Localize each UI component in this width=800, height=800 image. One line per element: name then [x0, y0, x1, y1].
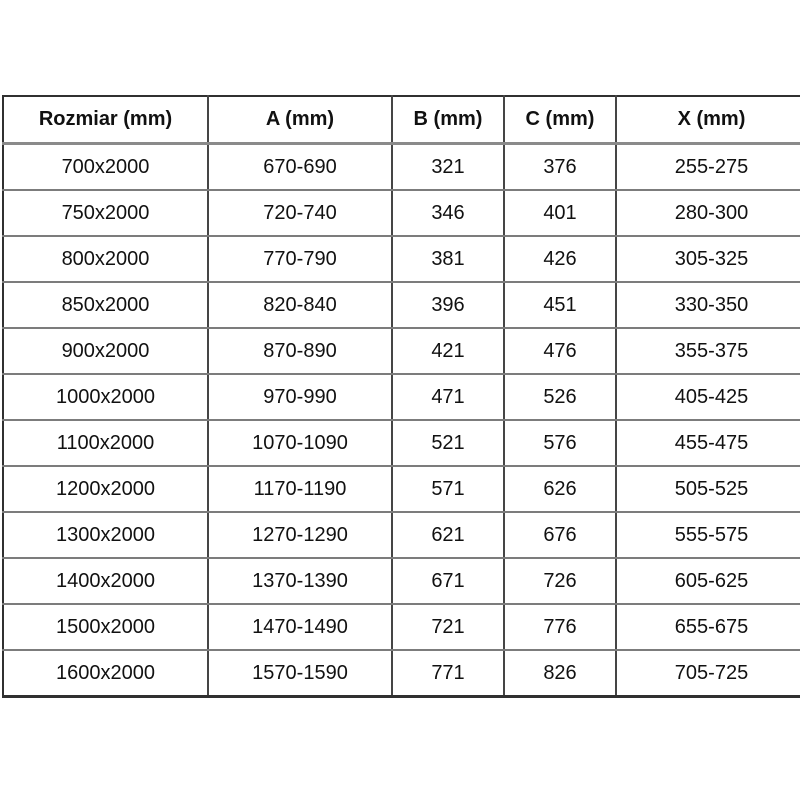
cell-size: 1000x2000 [3, 374, 208, 420]
cell-size: 700x2000 [3, 144, 208, 191]
cell-x: 255-275 [616, 144, 800, 191]
cell-size: 900x2000 [3, 328, 208, 374]
cell-a: 970-990 [208, 374, 392, 420]
cell-b: 471 [392, 374, 504, 420]
size-table [2, 95, 800, 698]
table-row [3, 604, 800, 650]
table-row [3, 466, 800, 512]
cell-c: 626 [504, 466, 616, 512]
size-table-container [2, 95, 800, 698]
cell-a: 1370-1390 [208, 558, 392, 604]
header-cell-a: A (mm) [208, 96, 392, 144]
cell-c: 526 [504, 374, 616, 420]
cell-b: 321 [392, 144, 504, 191]
cell-size: 1400x2000 [3, 558, 208, 604]
cell-b: 571 [392, 466, 504, 512]
table-row [3, 282, 800, 328]
cell-a: 870-890 [208, 328, 392, 374]
cell-c: 376 [504, 144, 616, 191]
table-row [3, 558, 800, 604]
cell-x: 405-425 [616, 374, 800, 420]
cell-c: 676 [504, 512, 616, 558]
cell-a: 720-740 [208, 190, 392, 236]
table-row [3, 190, 800, 236]
cell-x: 305-325 [616, 236, 800, 282]
header-cell-c: C (mm) [504, 96, 616, 144]
cell-x: 555-575 [616, 512, 800, 558]
cell-a: 770-790 [208, 236, 392, 282]
cell-b: 421 [392, 328, 504, 374]
cell-c: 426 [504, 236, 616, 282]
header-cell-x: X (mm) [616, 96, 800, 144]
cell-x: 705-725 [616, 650, 800, 697]
cell-a: 1270-1290 [208, 512, 392, 558]
cell-b: 721 [392, 604, 504, 650]
cell-a: 1470-1490 [208, 604, 392, 650]
cell-c: 726 [504, 558, 616, 604]
table-row [3, 328, 800, 374]
cell-c: 776 [504, 604, 616, 650]
cell-size: 1100x2000 [3, 420, 208, 466]
cell-x: 355-375 [616, 328, 800, 374]
header-row [3, 96, 800, 144]
cell-a: 1170-1190 [208, 466, 392, 512]
cell-c: 576 [504, 420, 616, 466]
cell-b: 771 [392, 650, 504, 697]
cell-size: 1600x2000 [3, 650, 208, 697]
cell-x: 605-625 [616, 558, 800, 604]
cell-c: 476 [504, 328, 616, 374]
cell-b: 671 [392, 558, 504, 604]
cell-size: 800x2000 [3, 236, 208, 282]
cell-x: 505-525 [616, 466, 800, 512]
cell-c: 451 [504, 282, 616, 328]
cell-size: 750x2000 [3, 190, 208, 236]
header-cell-rozmiar: Rozmiar (mm) [3, 96, 208, 144]
cell-a: 1570-1590 [208, 650, 392, 697]
cell-c: 401 [504, 190, 616, 236]
cell-b: 381 [392, 236, 504, 282]
cell-b: 396 [392, 282, 504, 328]
table-row [3, 144, 800, 191]
cell-size: 1300x2000 [3, 512, 208, 558]
cell-x: 655-675 [616, 604, 800, 650]
table-row [3, 512, 800, 558]
cell-x: 280-300 [616, 190, 800, 236]
cell-c: 826 [504, 650, 616, 697]
cell-b: 621 [392, 512, 504, 558]
cell-x: 455-475 [616, 420, 800, 466]
cell-b: 521 [392, 420, 504, 466]
cell-a: 820-840 [208, 282, 392, 328]
cell-size: 1200x2000 [3, 466, 208, 512]
cell-b: 346 [392, 190, 504, 236]
cell-size: 850x2000 [3, 282, 208, 328]
table-row [3, 236, 800, 282]
cell-size: 1500x2000 [3, 604, 208, 650]
header-cell-b: B (mm) [392, 96, 504, 144]
cell-a: 670-690 [208, 144, 392, 191]
table-row [3, 650, 800, 697]
table-row [3, 374, 800, 420]
table-row [3, 420, 800, 466]
cell-a: 1070-1090 [208, 420, 392, 466]
cell-x: 330-350 [616, 282, 800, 328]
